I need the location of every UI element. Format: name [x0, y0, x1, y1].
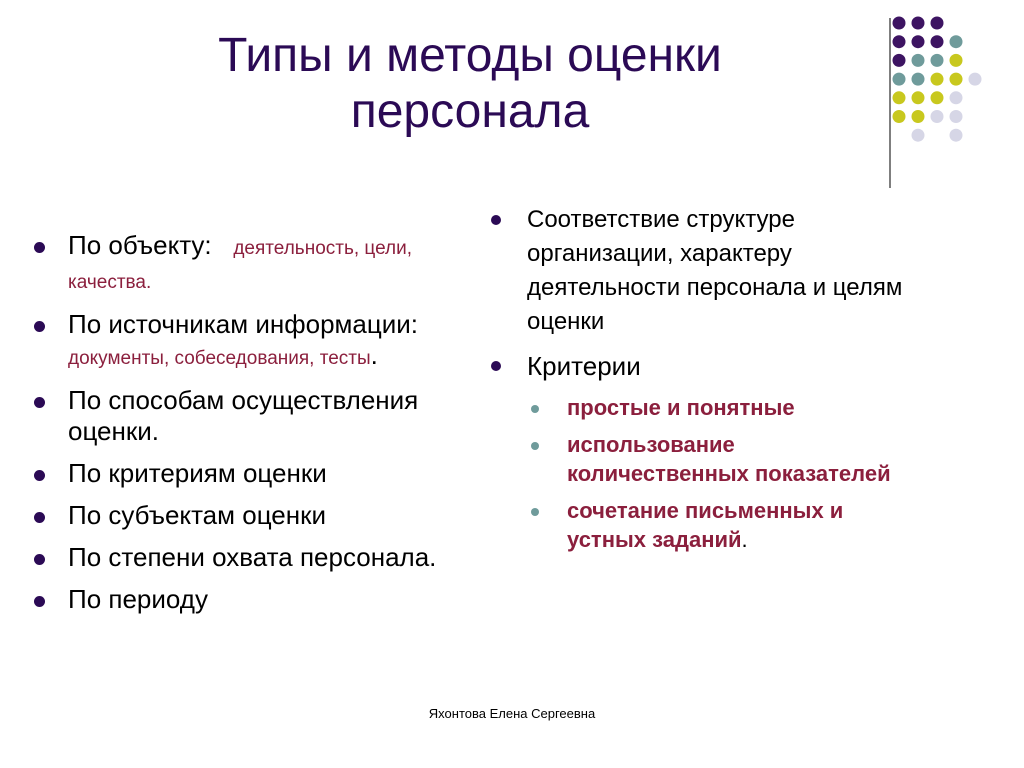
decorative-dot [931, 110, 944, 123]
slide-title [110, 28, 830, 140]
decorative-dot [912, 54, 925, 67]
decorative-dot-grid [870, 10, 1020, 195]
decorative-dot [893, 91, 906, 104]
list-item: По способам осуществления оценки. [30, 385, 500, 447]
title-line-1: Типы и методы оценки [218, 29, 722, 82]
criteria-item: сочетание письменных и устных заданий. [487, 496, 907, 554]
decorative-dot [912, 35, 925, 48]
list-item-detail: деятельность, цели, качества. [68, 238, 412, 293]
decorative-dot [893, 73, 906, 86]
list-item: По степени охвата персонала. [30, 542, 500, 573]
decorative-dot [931, 73, 944, 86]
footer-author: Яхонтова Елена Сергеевна [428, 706, 596, 721]
decorative-dot [950, 73, 963, 86]
criteria-item: простые и понятные [487, 393, 907, 422]
decorative-dot [912, 129, 925, 142]
decorative-dot [931, 35, 944, 48]
requirements-list [487, 203, 907, 554]
decorative-dot [931, 54, 944, 67]
decorative-dot [950, 35, 963, 48]
list-item: По периоду [30, 584, 500, 615]
decorative-dot [912, 73, 925, 86]
decorative-dot [912, 91, 925, 104]
decorative-dot [893, 54, 906, 67]
list-item: По критериям оценки [30, 458, 500, 489]
list-item: По источникам информации: документы, собеседования, тесты. [30, 309, 500, 374]
decorative-dot [893, 110, 906, 123]
evaluation-types-list [30, 230, 500, 615]
decorative-dot [969, 73, 982, 86]
decorative-dot [912, 17, 925, 30]
list-item-structure: Соответствие структуре организации, характеру деятельности персонала и целям оценки [487, 203, 907, 339]
decorative-dot [950, 54, 963, 67]
decorative-dot [931, 91, 944, 104]
decorative-dot [950, 91, 963, 104]
list-item-detail: документы, собеседования, тесты [68, 348, 371, 369]
decorative-dot [950, 129, 963, 142]
decorative-dot [931, 17, 944, 30]
decorative-dot [950, 110, 963, 123]
decorative-dot [893, 35, 906, 48]
list-item: По объекту: деятельность, цели, качества. [30, 230, 500, 298]
right-column [487, 203, 907, 562]
decorative-dot [912, 110, 925, 123]
title-line-2: персонала [350, 85, 590, 138]
criteria-item: использование количественных показателей [487, 430, 907, 488]
decorative-dot [893, 17, 906, 30]
criteria-heading: Критерии [487, 349, 907, 383]
list-item: По субъектам оценки [30, 500, 500, 531]
left-column [30, 230, 500, 626]
